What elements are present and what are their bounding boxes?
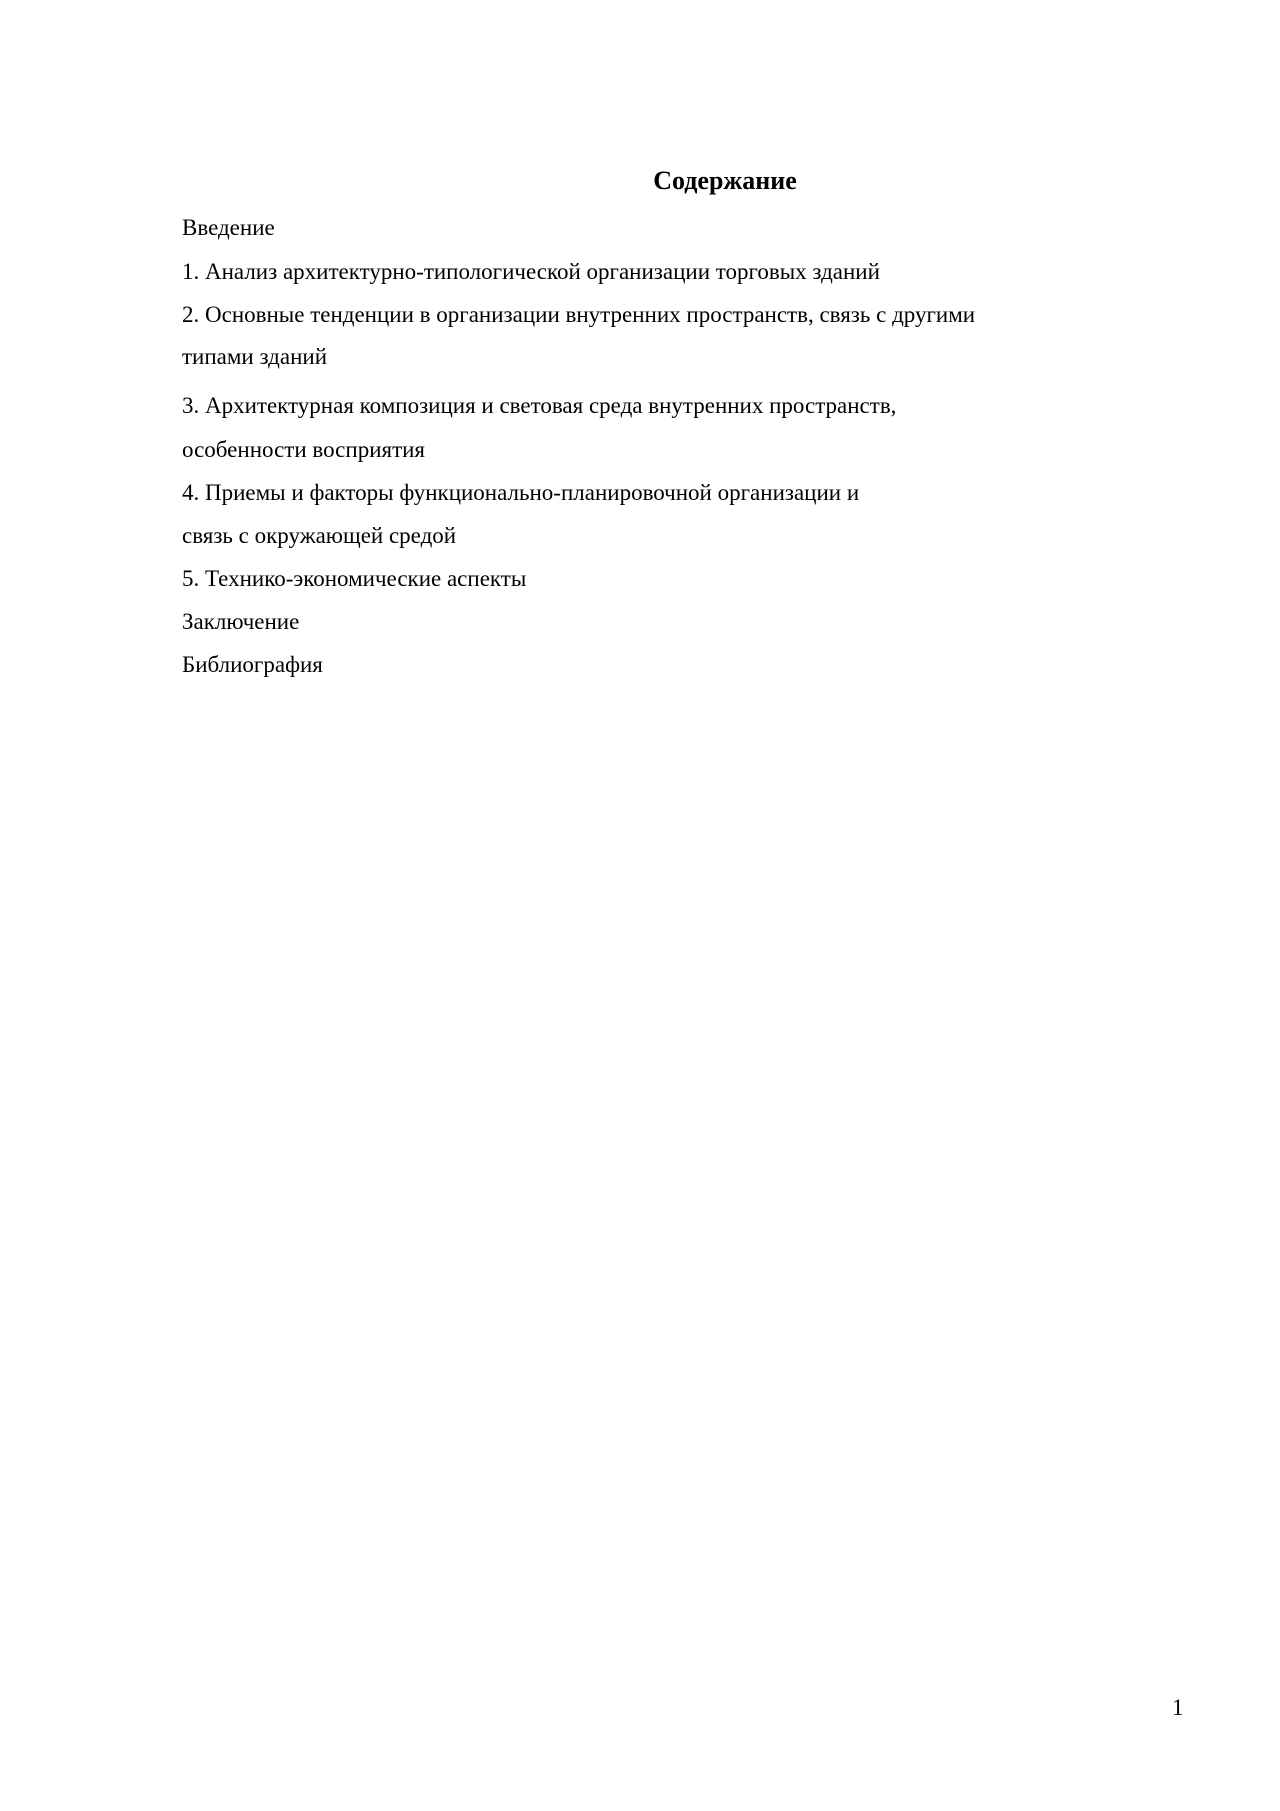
- page-title: Содержание: [653, 166, 797, 195]
- toc-item-2-line-2: типами зданий: [182, 344, 327, 369]
- toc-item-5: 5. Технико-экономические аспекты: [182, 566, 527, 591]
- toc-item-1: 1. Анализ архитектурно-типологической организации торговых зданий: [182, 259, 880, 284]
- toc-item-introduction: Введение: [182, 215, 275, 240]
- page-number: 1: [1172, 1695, 1184, 1720]
- toc-item-3-line-2: особенности восприятия: [182, 437, 426, 462]
- toc-item-bibliography: Библиография: [182, 652, 323, 677]
- toc-item-4-line-1: 4. Приемы и факторы функционально-планировочной организации и: [182, 480, 860, 505]
- toc-item-conclusion: Заключение: [182, 609, 300, 634]
- toc-item-3-line-1: 3. Архитектурная композиция и световая среда внутренних пространств,: [182, 393, 897, 418]
- toc-item-2-line-1: 2. Основные тенденции в организации внутренних пространств, связь с другими: [182, 302, 976, 327]
- toc-item-4-line-2: связь с окружающей средой: [182, 523, 457, 548]
